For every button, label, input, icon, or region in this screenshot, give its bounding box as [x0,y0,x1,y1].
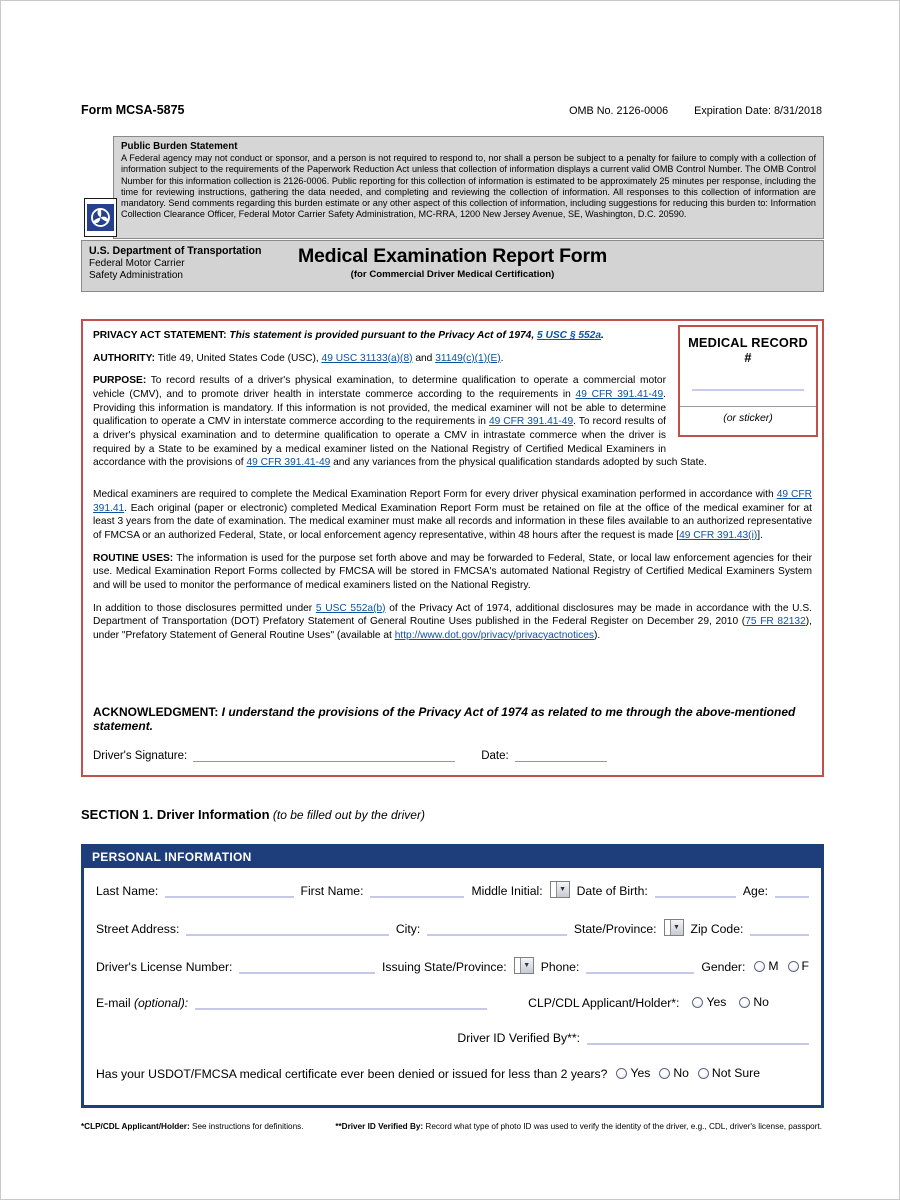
email-label-text: E-mail [96,996,131,1010]
middle-initial-label: Middle Initial: [471,884,543,898]
denied-not-sure-label: Not Sure [711,1066,761,1080]
omb-number: OMB No. 2126-0006 [569,105,669,117]
agency-line1: U.S. Department of Transportation [89,245,262,257]
phone-label: Phone: [540,960,580,974]
first-name-label: First Name: [300,884,364,898]
dot-privacy-url-link[interactable]: http://www.dot.gov/privacy/privacyactnotices [394,630,595,642]
age-field[interactable] [775,884,809,898]
section1-subtitle: (to be filled out by the driver) [269,808,425,822]
dot-logo [84,198,117,237]
authority-end: . [500,352,504,364]
city-label: City: [395,922,421,936]
issuing-state-label: Issuing State/Province: [382,960,507,974]
purpose-text-4: and any variances from the physical qualification standards adopted by such State. [330,457,707,469]
examiner-text-2: . Each original (paper or electronic) completed Medical Examination Report Form must be retained on file at the office of the medical examiner for at least 3 years from the date of examination. The medical examiner must make all records and information in these files available to an authorized representative of FMCSA or an authorized Federal, State, or local enforcement agency representative, within 48 hours after the request is made [ [93,502,812,542]
authority-mid: and [412,352,436,364]
date-label: Date: [481,750,509,762]
age-label: Age: [742,884,768,898]
usc-31149-link[interactable]: 31149(c)(1)(E) [435,352,501,364]
routine-uses-label: ROUTINE USES: [93,552,174,564]
form-subtitle: (for Commercial Driver Medical Certification) [350,269,555,280]
disclosures-text-1: In addition to those disclosures permitted under [93,602,316,614]
driver-signature-field[interactable] [193,750,455,762]
issuing-state-dropdown[interactable] [514,957,534,974]
driver-id-footnote-label: **Driver ID Verified By: [335,1122,424,1131]
zip-code-field[interactable] [750,922,809,936]
privacy-statement-text: This statement is provided pursuant to the Privacy Act of 1974, [226,330,537,341]
middle-initial-dropdown[interactable] [550,881,570,898]
cfr-391-41-link[interactable]: 49 CFR 391.41 [93,489,812,514]
medical-record-sticker: (or sticker) [723,412,773,424]
gender-f-label: F [801,959,809,973]
email-row [96,995,809,1010]
burden-body: A Federal agency may not conduct or sponsor, and a person is not required to respond to, nor shall a person be subject to a penalty for failure to comply with a collection of information subject to the requirements of the Paperwork Reduction Act unless that collection of information displays a current valid OMB Control Number. The OMB Control Number for this information collection is 2126-0006. Public reporting for this collection of information is estimated to be approximately 25 minutes per response, including the time for reviewing instructions, gathering the data needed, and completing and reviewing the collection of information. All responses to this collection of information are mandatory. Send comments regarding this burden estimate or any other aspect of this collection of information, including suggestions for reducing this burden to: Information Collection Clearance Officer, Federal Motor Carrier Safety Administration, MC-RRA, 1200 New Jersey Avenue, SE, Washington, D.C. 20590. [121,153,816,220]
form-header-band [81,240,824,292]
disclosures-text-end: ). [594,630,601,642]
last-name-label: Last Name: [96,884,159,898]
certificate-question-label: Has your USDOT/FMCSA medical certificate ever been denied or issued for less than 2 years? [96,1067,608,1081]
driver-id-row [96,1031,809,1045]
privacy-statement-end: . [601,330,604,341]
medical-record-field[interactable] [692,389,804,391]
clp-cdl-label: CLP/CDL Applicant/Holder*: [528,996,680,1010]
fr-82132-link[interactable]: 75 FR 82132 [745,616,806,628]
disclosures-text-2: of the Privacy Act of 1974, additional disclosures may be made in accordance with the U.S. Department of Transportation (DOT) Prefatory Statement of General Routine Uses published in the Federal Register on December 29, 2010 ( [93,602,812,628]
driver-id-footnote-text: Record what type of photo ID was used to verify the identity of the driver, e.g., CDL, driver's license, passport. [423,1122,822,1131]
medical-record-divider [680,406,816,407]
first-name-field[interactable] [370,884,464,898]
phone-field[interactable] [586,960,694,974]
medical-record-label: MEDICAL RECORD # [688,335,808,365]
denied-not-sure-radio[interactable] [698,1068,709,1079]
clp-footnote-text: See instructions for definitions. [189,1122,304,1131]
street-address-field[interactable] [186,922,389,936]
cfr-391-43i-link[interactable]: 49 CFR 391.43(i) [679,530,758,542]
state-province-label: State/Province: [573,922,657,936]
personal-information-header: PERSONAL INFORMATION [84,847,821,868]
agency-name [89,245,261,282]
city-field[interactable] [427,922,567,936]
email-label [96,996,188,1010]
date-of-birth-field[interactable] [655,884,736,898]
purpose-label: PURPOSE: [93,375,147,387]
last-name-field[interactable] [165,884,293,898]
acknowledgment-text: I understand the provisions of the Privacy Act of 1974 as related to me through the above-mentioned statement. [93,705,796,733]
denied-yes-label: Yes [630,1066,651,1080]
address-row [96,919,809,936]
purpose-text-1: To record results of a driver's physical examination, to determine qualification to operate a commercial motor vehicle (CMV), and to promote driver health in interstate commerce according to the requirements in [93,375,666,401]
driver-id-verified-label: Driver ID Verified By**: [457,1031,580,1045]
public-burden-statement [113,136,824,239]
signature-row [93,750,607,762]
disclosures-paragraph [93,602,812,643]
examiner-text-end: ]. [757,530,763,542]
agency-line2: Federal Motor Carrier [89,257,185,269]
email-optional-text: (optional): [133,996,189,1010]
clp-yes-radio[interactable] [692,997,703,1008]
routine-uses-paragraph [93,552,812,593]
date-field[interactable] [515,750,607,762]
usc-552a-link[interactable]: 5 USC § 552a [537,330,601,341]
examiner-text-1: Medical examiners are required to complete the Medical Examination Report Form for every driver physical examination performed in accordance with [93,489,777,501]
name-row [96,881,809,898]
driver-id-verified-field[interactable] [587,1031,809,1045]
section1-heading [81,807,425,822]
form-number: Form MCSA-5875 [81,103,185,117]
chevron-down-icon: ▼ [520,958,533,973]
dot-triskelion-icon [87,204,114,231]
footnotes [81,1122,822,1131]
clp-no-label: No [753,995,769,1009]
state-province-dropdown[interactable] [664,919,684,936]
driver-id-footnote [335,1122,822,1131]
personal-information-box [81,844,824,1108]
acknowledgment [93,705,810,733]
drivers-license-number-label: Driver's License Number: [96,960,233,974]
routine-uses-text: The information is used for the purpose set forth above and may be forwarded to Federal, State, or local law enforcement agencies for their use. Medical Examination Report Forms collected by FMCSA will be stored in FMCSA's automated National Registry of Certified Medical Examiners System and will be used to monitor the performance of medical examiners listed on the National Registry. [93,552,813,592]
usc-31133-link[interactable]: 49 USC 31133(a)(8) [321,352,413,364]
license-row [96,957,809,974]
clp-yes-label: Yes [706,995,727,1009]
top-header [81,103,822,117]
form-title: Medical Examination Report Form [297,245,608,267]
burden-title: Public Burden Statement [121,141,238,152]
examiner-requirements-paragraph [93,488,812,543]
email-field[interactable] [195,996,487,1010]
drivers-license-number-field[interactable] [239,960,375,974]
privacy-act-box [81,319,824,777]
zip-code-label: Zip Code: [690,922,744,936]
denied-no-label: No [673,1066,689,1080]
driver-signature-label: Driver's Signature: [93,750,188,762]
street-address-label: Street Address: [96,922,180,936]
disclosures-text-3: ), under "Prefatory Statement of General Routine Uses" (available at [93,616,812,642]
gender-label: Gender: [701,960,746,974]
cfr-391-41-49-link-1[interactable]: 49 CFR 391.41-49 [575,389,664,401]
clp-footnote-label: *CLP/CDL Applicant/Holder: [81,1122,190,1131]
authority-text: Title 49, United States Code (USC), [155,352,322,364]
usc-552ab-link[interactable]: 5 USC 552a(b) [315,602,386,614]
agency-line3: Safety Administration [89,270,183,282]
medical-record-box [678,325,818,437]
section1-title: SECTION 1. Driver Information [81,807,270,822]
certificate-question-row [96,1066,809,1081]
gender-m-radio[interactable] [754,961,765,972]
purpose-text-2: . Providing this information is mandatory. If this information is not provided, the medical examiner will not be able to determine qualification to operate a CMV in interstate commerce according to the requirements in [93,389,666,428]
chevron-down-icon: ▼ [556,882,569,897]
cfr-391-41-49-link-2[interactable]: 49 CFR 391.41-49 [488,416,574,428]
gender-m-label: M [768,959,779,973]
purpose-text-3: . To record results of a driver's physical examination and to determine qualification to operate a CMV in intrastate commerce when the driver is required by a State to be examined by a medical examiner listed on the National Registry of Certified Medical Examiners in accordance with the provisions of [93,416,666,469]
denied-no-radio[interactable] [659,1068,670,1079]
gender-f-radio[interactable] [788,961,799,972]
date-of-birth-label: Date of Birth: [576,884,648,898]
expiration-date: Expiration Date: 8/31/2018 [694,105,822,117]
authority-label: AUTHORITY: [93,352,156,364]
acknowledgment-label: ACKNOWLEDGMENT: [93,705,219,719]
clp-no-radio[interactable] [739,997,750,1008]
chevron-down-icon: ▼ [670,920,683,935]
cfr-391-41-49-link-3[interactable]: 49 CFR 391.41-49 [246,457,331,469]
denied-yes-radio[interactable] [616,1068,627,1079]
privacy-statement-label: PRIVACY ACT STATEMENT: [93,330,227,341]
clp-footnote [81,1122,304,1131]
